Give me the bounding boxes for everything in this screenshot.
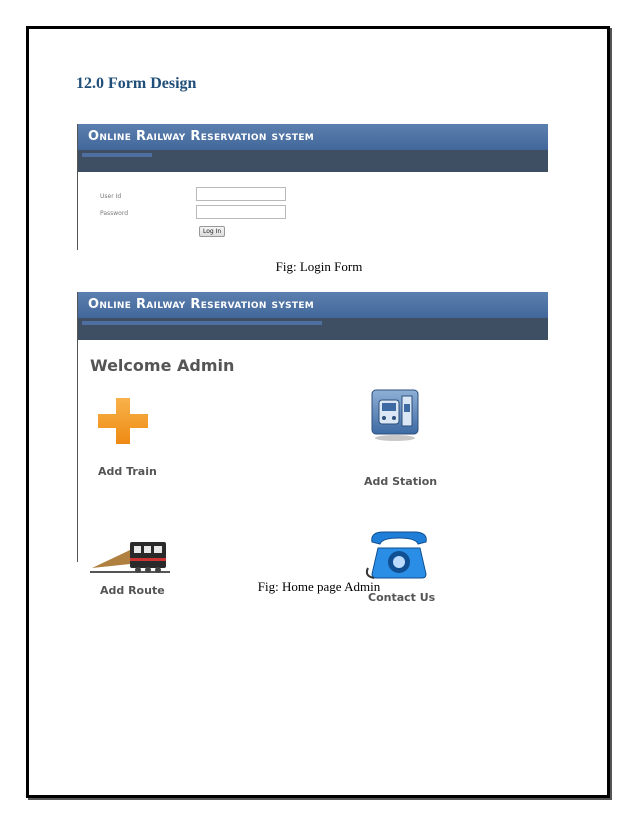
section-title: 12.0 Form Design — [76, 75, 197, 92]
home-page-caption: Fig: Home page Admin — [257, 579, 381, 594]
app-banner: Online Railway Reservation system — [78, 124, 548, 150]
add-train-label[interactable]: Add Train — [98, 465, 157, 478]
login-form-screenshot — [77, 124, 548, 250]
password-input[interactable] — [196, 205, 286, 219]
nav-links[interactable] — [82, 153, 152, 157]
welcome-heading: Welcome Admin — [90, 356, 235, 375]
station-icon[interactable] — [370, 388, 420, 442]
train-icon[interactable] — [90, 536, 170, 576]
telephone-icon[interactable] — [364, 528, 430, 580]
user-id-label: User Id — [100, 193, 122, 200]
contact-us-label[interactable]: Contact Us — [368, 591, 436, 604]
login-button[interactable]: Log In — [199, 226, 225, 237]
add-route-label[interactable]: Add Route — [100, 584, 165, 597]
password-label: Password — [100, 210, 129, 217]
plus-icon[interactable] — [96, 396, 150, 446]
app-banner: Online Railway Reservation system — [78, 292, 548, 318]
nav-bar — [78, 318, 548, 340]
nav-bar — [78, 150, 548, 172]
login-form-caption: Fig: Login Form — [275, 259, 363, 274]
user-id-input[interactable] — [196, 187, 286, 201]
add-station-label[interactable]: Add Station — [364, 475, 438, 488]
login-panel — [78, 172, 548, 250]
nav-links[interactable] — [82, 321, 322, 325]
